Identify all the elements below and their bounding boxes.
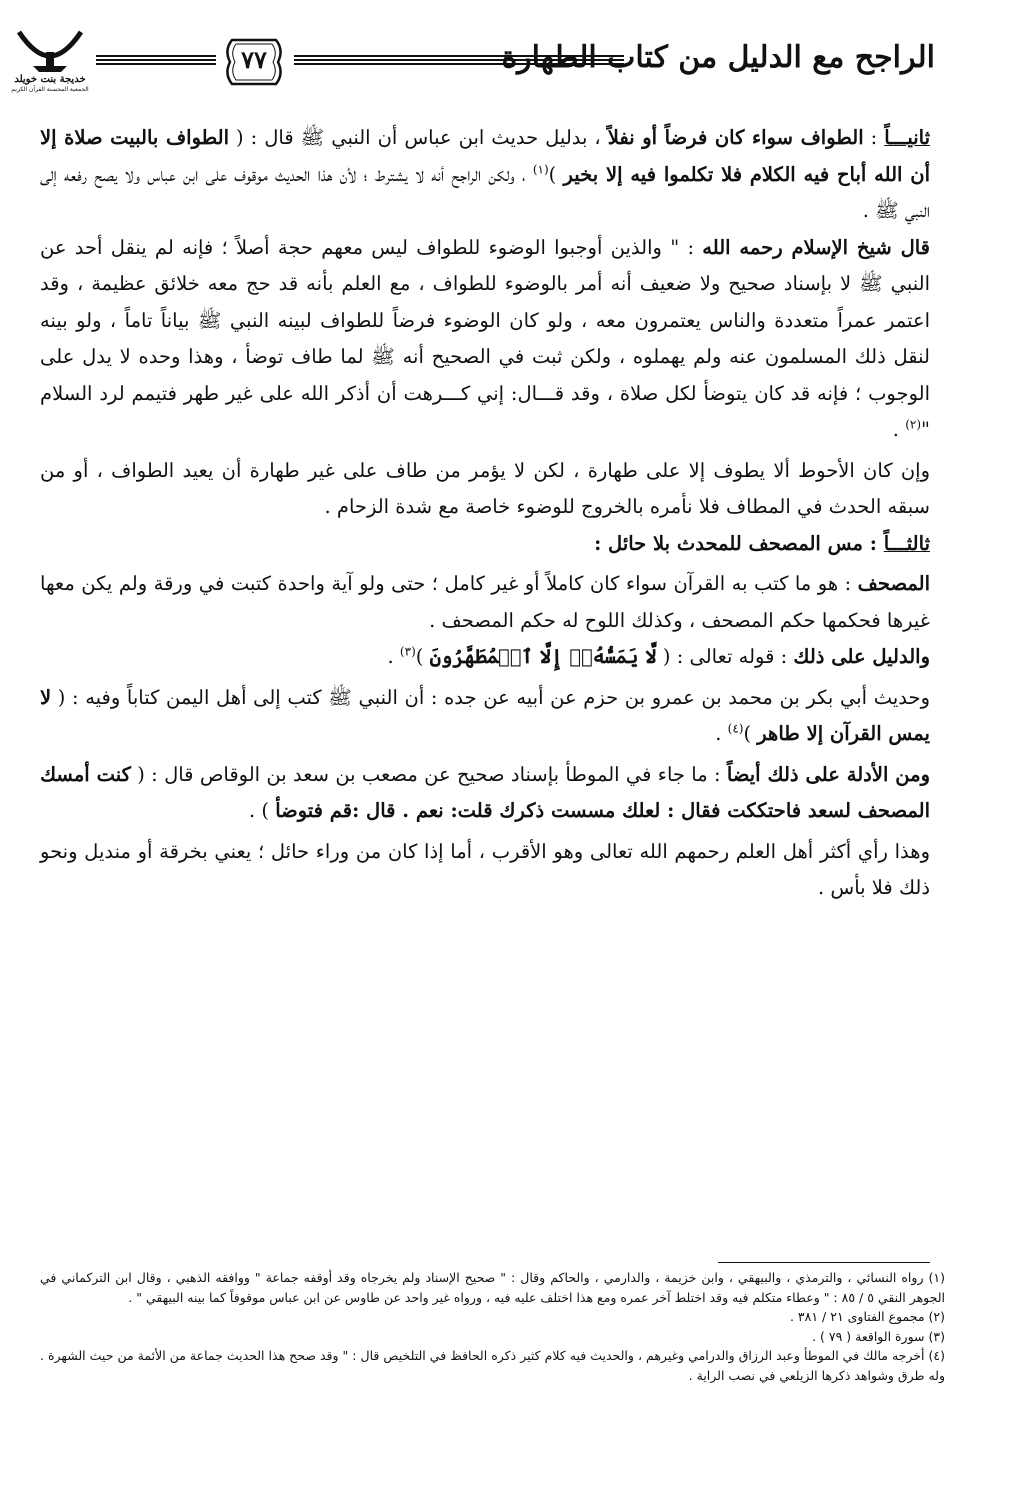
text-span: وحديث أبي بكر بن محمد بن عمرو بن حزم عن أبيه عن جده : أن النبي ﷺ كتب إلى أهل اليمن كتاباً وفيه : ( xyxy=(51,685,930,709)
footnote-2: (٢) مجموع الفتاوى ٢١ / ٣٨١ . xyxy=(789,1309,945,1324)
footnote-separator xyxy=(718,1262,930,1263)
text-span: : " والذين أوجبوا الوضوء للطواف ليس معهم حجة أصلاً ؛ فإنه لم ينقل أحد عن النبي ﷺ لا بإسناد صحيح ولا ضعيف أنه أمر بالوضوء للطواف ، مع العلم بأنه قد حج معه خلائق عظيمة ، وقد اعتمر عمراً متعددة والناس يعتمرون معه ، ولو كان الوضوء فرضاً للطواف لبينه النبي ﷺ بياناً تاماً ، ولو بينه لنقل ذلك المسلمون عنه ولم يهملوه ، ولكن ثبت في الصحيح أنه ﷺ لما طاف توضأ ، وهذا وحده لا يدل على الوجوب ؛ فإنه قد كان يتوضأ لكل صلاة ، وقد قـــال: إني كـــرهت أن أذكر الله على غير طهر فتيمم لرد السلام " xyxy=(40,235,930,441)
section-lead-third: ثالثـــاً xyxy=(883,531,930,555)
quote-lead: قال شيخ الإسلام رحمه الله xyxy=(702,235,931,259)
footnote-ref-4: (٤) xyxy=(727,721,744,736)
section-lead-second: ثانيـــاً xyxy=(884,126,930,149)
text-span: : مس المصحف للمحدث بلا حائل : xyxy=(594,531,884,555)
paragraph-further-evidence xyxy=(40,757,930,830)
section-heading-third xyxy=(40,526,930,563)
book-title: الراجح مع الدليل من كتاب الطهارة xyxy=(501,40,935,75)
paragraph-evidence-verse xyxy=(40,639,930,676)
athar-text: كنت أمسك المصحف لسعد فاحتككت فقال : لعلك مسست ذكرك قلت: نعم . قال :قم فتوضأ xyxy=(40,762,930,822)
logo-name: خديجة بنت خويلد xyxy=(14,74,86,85)
footnote-3: (٣) سورة الواقعة ( ٧٩ ) . xyxy=(812,1328,945,1344)
page-number: ٧٧ xyxy=(241,45,267,74)
text-span: : xyxy=(863,126,885,149)
evidence-lead: ومن الأدلة على ذلك أيضاً xyxy=(726,762,930,786)
text-span: . xyxy=(387,645,400,668)
text-span: وهذا رأي أكثر أهل العلم رحمهم الله تعالى وهو الأقرب ، أما إذا كان من وراء حائل ؛ يعني بخرقة أو منديل ونحو ذلك فلا بأس . xyxy=(40,839,930,899)
header-rule-left xyxy=(96,55,216,69)
footnote-1: (١) رواه النسائي ، والترمذي ، والبيهقي ، وابن خزيمة ، والدارمي ، والحاكم وقال : " صحيح الإسناد ولم يخرجاه وقد أوقفه جماعة " ووافقه الذهبي ، وقال ابن التركماني في الجوهر النقي ٥ / ٨٥ : " وعطاء متكلم فيه وقد اختلط آخر عمره ومع هذا اختلف عليه فيه ، ورواه غير واحد عن طاوس عن ابن عباس موقوفاً كما بينه البيهقي " . xyxy=(40,1270,945,1305)
main-text xyxy=(40,120,930,907)
footnotes xyxy=(40,1268,945,1385)
text-span: ) xyxy=(415,645,430,668)
term-mushaf: المصحف xyxy=(857,572,930,595)
quran-verse: لَّا يَمَسُّهُۥٓ إِلَّا ٱلۡمُطَهَّرُونَ xyxy=(429,645,657,668)
paragraph-shaykh-quote xyxy=(40,230,930,449)
paragraph-hazm-hadith xyxy=(40,680,930,753)
footnote-ref-2: (٢) xyxy=(905,417,922,432)
page-header xyxy=(10,26,935,106)
text-span: ، ولكن الراجح أنه لا يشترط ؛ لأن هذا الحديث موقوف على ابن عباس ولا يصح رفعه إلى النبي ﷺ . xyxy=(40,162,930,222)
publisher-logo xyxy=(10,26,90,106)
text-span: ، بدليل حديث ابن عباس أن النبي ﷺ قال : ( xyxy=(229,126,608,149)
paragraph-mushaf-definition xyxy=(40,566,930,639)
logo-emblem-icon xyxy=(15,26,85,74)
footnote-ref-3: (٣) xyxy=(399,644,416,659)
text-span: . xyxy=(715,722,728,745)
text-span: . xyxy=(892,418,906,441)
logo-subtitle: الجمعية المحسنة القرآن الكريم xyxy=(11,86,89,93)
footnote-4: (٤) أخرجه مالك في الموطأ وعبد الرزاق والدرامي وغيرهم ، والحديث فيه كلام كثير ذكره الحافظ في التلخيص قال : " وقد صحح هذا الحديث جماعة من الأئمة من حيث الشهرة . وله طرق وشواهد ذكرها الزيلعي في نصب الراية . xyxy=(40,1348,945,1383)
text-span: ) . xyxy=(249,799,276,822)
text-span: ) xyxy=(548,162,564,186)
text-span: : قوله تعالى : ( xyxy=(656,645,794,668)
paragraph-precaution xyxy=(40,453,930,526)
paragraph-tawaf xyxy=(40,120,930,230)
footnote-ref-1: (١) xyxy=(532,162,549,176)
text-span: : ما جاء في الموطأ بإسناد صحيح عن مصعب بن سعد بن الوقاص قال : ( xyxy=(130,762,727,786)
bold-phrase: الطواف سواء كان فرضاً أو نفلاً xyxy=(607,126,864,149)
evidence-lead: والدليل على ذلك xyxy=(793,645,930,668)
paragraph-majority-view xyxy=(40,834,930,907)
text-span: وإن كان الأحوط ألا يطوف إلا على طهارة ، لكن لا يؤمر من طاف على غير طهارة أن يعيد الطواف ، أو من سبقه الحدث في المطاف فلا نأمره بالخروج للوضوء خاصة مع شدة الزحام . xyxy=(40,458,930,518)
hadith-text: لا يمس القرآن إلا طاهر xyxy=(40,685,930,745)
page-number-badge xyxy=(218,36,290,88)
text-span: : هو ما كتب به القرآن سواء كان كاملاً أو غير كامل ؛ حتى ولو آية واحدة كتبت في ورقة ولم يكن معها غيرها فحكمها حكم المصحف ، وكذلك اللوح له حكم المصحف . xyxy=(40,572,930,632)
text-span: ) xyxy=(743,722,758,745)
hadith-text: الطواف بالبيت صلاة إلا أن الله أباح فيه الكلام فلا تكلموا فيه إلا بخير xyxy=(40,126,930,186)
